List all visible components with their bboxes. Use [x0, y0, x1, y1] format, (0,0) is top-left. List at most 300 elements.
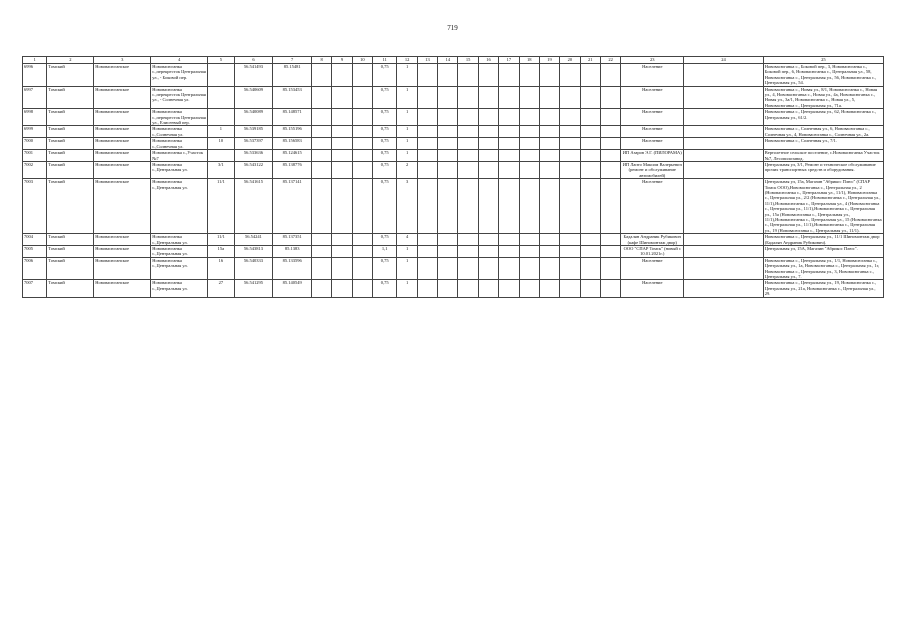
cell-empty [417, 86, 437, 109]
cell-address: Нововасюганка с.,перекресток Центральная ул., Елисеевый пер. [152, 109, 206, 126]
cell-empty [539, 234, 559, 246]
cell-empty [438, 126, 458, 138]
cell-empty [438, 86, 458, 109]
cell-region: Томский [47, 64, 94, 87]
cell-empty [519, 138, 539, 150]
column-header: 2 [47, 57, 94, 64]
cell-id: 7002 [23, 161, 47, 178]
table-row [23, 126, 884, 138]
cell-empty [312, 150, 332, 162]
cell-empty [600, 280, 620, 297]
cell-count: 1 [397, 150, 417, 162]
cell-empty [600, 138, 620, 150]
cell-served: Нововасюганка с., Центральная ул., 19, Нововасюганка с., Центральная ул., 21а, Нововасюганка с., Центральная ул., 29. [763, 280, 883, 297]
cell-empty [600, 234, 620, 246]
cell-lon: 85.1383 [273, 246, 312, 258]
cell-empty [352, 150, 372, 162]
cell-region: Томский [47, 246, 94, 258]
cell-count: 4 [397, 234, 417, 246]
cell-empty [519, 150, 539, 162]
cell-empty [478, 150, 498, 162]
table-row [23, 234, 884, 246]
cell-lat: 56.541493 [234, 64, 273, 87]
cell-empty [312, 126, 332, 138]
cell-empty [519, 179, 539, 234]
cell-empty [438, 109, 458, 126]
column-header: 23 [621, 57, 684, 64]
cell-empty [580, 280, 600, 297]
column-header: 5 [208, 57, 234, 64]
cell-empty [539, 109, 559, 126]
column-header: 22 [600, 57, 620, 64]
cell-empty [478, 109, 498, 126]
cell-empty [332, 179, 352, 234]
cell-area: 0,75 [373, 126, 397, 138]
cell-lon: 85.156583 [273, 138, 312, 150]
cell-served: Нововасюганка с., Солнечная ул., 7/1. [763, 138, 883, 150]
cell-empty [417, 246, 437, 258]
cell-owner: Население [621, 109, 684, 126]
cell-owner: Население [621, 138, 684, 150]
cell-id: 7000 [23, 138, 47, 150]
cell-id: 6999 [23, 126, 47, 138]
table-row [23, 64, 884, 87]
cell-address: Нововасюганка с.,Центральная ул. [151, 246, 208, 258]
cell-empty [499, 246, 519, 258]
cell-house [208, 109, 234, 126]
cell-address: Нововасюганка с.,Солнечная ул. [151, 138, 208, 150]
cell-region: Томский [47, 109, 94, 126]
cell-id: 6997 [23, 86, 47, 109]
cell-owner: Население [621, 126, 684, 138]
cell-empty [352, 64, 372, 87]
table-row [23, 246, 884, 258]
cell-lat: 56.541615 [234, 179, 273, 234]
cell-empty [417, 138, 437, 150]
cell-empty [312, 138, 332, 150]
cell-region: Томский [47, 86, 94, 109]
cell-empty [478, 126, 498, 138]
cell-empty [312, 179, 332, 234]
cell-empty [600, 257, 620, 280]
cell-address: Нововасюганка с.,Центральная ул. [151, 179, 208, 234]
registry-table [22, 56, 884, 298]
cell-empty [458, 86, 478, 109]
cell-empty [417, 126, 437, 138]
cell-settlement: Нововасюганское [94, 109, 151, 126]
cell-empty [539, 161, 559, 178]
cell-empty [499, 179, 519, 234]
column-header: 1 [23, 57, 47, 64]
column-header: 20 [560, 57, 580, 64]
cell-empty [332, 126, 352, 138]
cell-house: 11/1 [208, 179, 234, 234]
cell-empty [352, 138, 372, 150]
cell-empty [458, 234, 478, 246]
cell-address: Нововасюганка с.,Центральная ул. [151, 161, 208, 178]
cell-empty [684, 150, 763, 162]
column-header: 11 [373, 57, 397, 64]
cell-empty [539, 86, 559, 109]
cell-count: 1 [397, 138, 417, 150]
cell-count: 3 [397, 179, 417, 234]
cell-served: Нововасюганка с., Новая ул., 8/1, Нововасюганка с., Новая ул., 4, Нововасюганка с., Новая ул., 4а, Нововасюганка с., Новая ул., 3а/1, Нововасюганка с., Новая ул., 5, Нововасюганка с., Центральная ул., 71а. [763, 86, 883, 109]
cell-house: 16 [208, 257, 234, 280]
cell-count: 1 [397, 86, 417, 109]
cell-lon: 85.124615 [273, 150, 312, 162]
cell-address: Нововасюганка с.,перекресток Центральная ул., - Боковой пер. [151, 64, 208, 87]
cell-address: Нововасюганка с.,перекресток Центральная ул., - Солнечная ул. [151, 86, 208, 109]
table-row [23, 109, 884, 126]
cell-empty [580, 138, 600, 150]
cell-empty [539, 179, 559, 234]
table-row [23, 138, 884, 150]
cell-lat: 56.541295 [234, 280, 273, 297]
column-header: 16 [478, 57, 498, 64]
cell-empty [332, 161, 352, 178]
cell-lon: 85.133596 [273, 257, 312, 280]
cell-id: 7006 [23, 257, 47, 280]
cell-count: 1 [397, 257, 417, 280]
cell-settlement: Нововасюганское [94, 280, 151, 297]
cell-empty [560, 161, 580, 178]
cell-lat: 56.537397 [234, 138, 273, 150]
column-header: 24 [684, 57, 763, 64]
cell-empty [478, 179, 498, 234]
cell-empty [519, 161, 539, 178]
cell-count: 1 [397, 280, 417, 297]
cell-house [208, 150, 234, 162]
cell-empty [600, 126, 620, 138]
cell-owner: Население [621, 257, 684, 280]
cell-owner: Население [621, 64, 684, 87]
cell-empty [684, 138, 763, 150]
cell-empty [600, 179, 620, 234]
column-header: 10 [352, 57, 372, 64]
cell-house: 10 [208, 138, 234, 150]
cell-house [208, 86, 234, 109]
cell-empty [684, 257, 763, 280]
cell-house: 11/1 [208, 234, 234, 246]
cell-empty [519, 86, 539, 109]
cell-empty [438, 234, 458, 246]
cell-empty [312, 86, 332, 109]
cell-area: 0,75 [373, 257, 397, 280]
cell-empty [600, 246, 620, 258]
cell-region: Томский [47, 126, 94, 138]
cell-house: 3/1 [208, 161, 234, 178]
cell-empty [519, 280, 539, 297]
cell-empty [539, 150, 559, 162]
cell-empty [458, 64, 478, 87]
cell-address: Нововасюганка с.,Центральная ул. [151, 234, 208, 246]
cell-served: Нововасюганка с., Солнечная ул., 6, Нововасюганка с., Солнечная ул., 4, Нововасюганка с., Солнечная ул., 2а. [763, 126, 883, 138]
cell-empty [580, 86, 600, 109]
cell-empty [580, 179, 600, 234]
cell-empty [417, 234, 437, 246]
column-header: 13 [417, 57, 437, 64]
cell-empty [499, 257, 519, 280]
cell-area: 0,75 [373, 138, 397, 150]
cell-address: Нововасюганка с.,Солнечная ул. [151, 126, 208, 138]
cell-settlement: Нововасюганское [94, 138, 151, 150]
cell-house [208, 64, 234, 87]
cell-empty [458, 126, 478, 138]
cell-lat: 56.54241 [234, 234, 273, 246]
cell-lat: 56.543122 [234, 161, 273, 178]
cell-empty [684, 64, 763, 87]
cell-empty [684, 179, 763, 234]
column-header: 4 [151, 57, 208, 64]
cell-empty [438, 161, 458, 178]
cell-count: 1 [397, 126, 417, 138]
cell-id: 6998 [23, 109, 47, 126]
cell-empty [684, 86, 763, 109]
cell-empty [560, 138, 580, 150]
cell-served: Вертолетное сельское поселение, с.Нововасюганка Участок №7, Лесопилозавод. [763, 150, 883, 162]
cell-empty [539, 280, 559, 297]
column-header: 17 [499, 57, 519, 64]
cell-empty [560, 234, 580, 246]
cell-empty [417, 257, 437, 280]
cell-empty [417, 64, 437, 87]
cell-served: Нововасюганка с., Центральная ул., 62, Нововасюганка с., Центральная ул., 61/2. [763, 109, 883, 126]
cell-empty [580, 246, 600, 258]
cell-lat: 56.539185 [234, 126, 273, 138]
cell-empty [684, 126, 763, 138]
cell-region: Томский [47, 234, 94, 246]
cell-id: 7007 [23, 280, 47, 297]
cell-empty [519, 234, 539, 246]
column-header: 12 [397, 57, 417, 64]
header-row [23, 57, 884, 64]
cell-id: 7001 [23, 150, 47, 162]
cell-lon: 85.15481 [273, 64, 312, 87]
cell-area: 0,75 [373, 86, 397, 109]
cell-empty [580, 257, 600, 280]
cell-empty [600, 150, 620, 162]
cell-empty [352, 179, 372, 234]
cell-empty [458, 138, 478, 150]
cell-empty [312, 161, 332, 178]
cell-empty [312, 257, 332, 280]
cell-empty [332, 138, 352, 150]
cell-lon: 85.137141 [273, 179, 312, 234]
cell-empty [352, 257, 372, 280]
cell-empty [332, 64, 352, 87]
cell-settlement: Нововасюганское [94, 126, 151, 138]
cell-empty [352, 246, 372, 258]
cell-house: 1 [208, 126, 234, 138]
cell-owner: ООО "СПАР Томск" (новый с 10.01.2021г.) [621, 246, 684, 258]
cell-empty [352, 86, 372, 109]
cell-empty [312, 64, 332, 87]
cell-empty [478, 64, 498, 87]
cell-empty [560, 257, 580, 280]
cell-id: 7005 [23, 246, 47, 258]
cell-empty [438, 150, 458, 162]
cell-empty [600, 86, 620, 109]
cell-area: 0,75 [373, 234, 397, 246]
cell-empty [417, 161, 437, 178]
cell-empty [438, 257, 458, 280]
cell-empty [560, 126, 580, 138]
cell-empty [332, 150, 352, 162]
cell-empty [417, 179, 437, 234]
cell-served: Нововасюганка с., Боковой пер., 3, Нововасюганка с., Боковой пер., 6, Нововасюганка с., Центральная ул., 58, Нововасюганка с., Центральная ул., 56, Нововасюганка с., Центральная ул., 54. [763, 64, 883, 87]
cell-empty [332, 257, 352, 280]
cell-empty [684, 234, 763, 246]
cell-lon: 85.153453 [273, 86, 312, 109]
cell-empty [438, 138, 458, 150]
cell-empty [560, 246, 580, 258]
cell-house: 27 [208, 280, 234, 297]
cell-empty [519, 246, 539, 258]
cell-empty [560, 280, 580, 297]
cell-settlement: Нововасюганское [94, 179, 151, 234]
cell-empty [332, 109, 352, 126]
cell-lon: 85.140549 [273, 280, 312, 297]
column-header: 8 [312, 57, 332, 64]
cell-empty [580, 64, 600, 87]
cell-region: Томский [47, 179, 94, 234]
cell-region: Томский [47, 280, 94, 297]
column-header: 14 [438, 57, 458, 64]
cell-empty [684, 280, 763, 297]
column-header: 15 [458, 57, 478, 64]
cell-empty [417, 280, 437, 297]
cell-empty [417, 150, 437, 162]
table-row [23, 150, 884, 162]
cell-empty [478, 257, 498, 280]
cell-empty [458, 150, 478, 162]
cell-empty [560, 86, 580, 109]
cell-empty [600, 109, 620, 126]
cell-settlement: Нововасюганское [94, 234, 151, 246]
cell-lat: 56.533636 [234, 150, 273, 162]
cell-area: 0,75 [373, 109, 397, 126]
cell-owner: Население [621, 280, 684, 297]
cell-house: 15а [208, 246, 234, 258]
cell-served: Центральная ул, 15А, Магазин "Абрикос Плюс". [763, 246, 883, 258]
cell-empty [499, 109, 519, 126]
cell-empty [519, 64, 539, 87]
cell-empty [352, 280, 372, 297]
column-header: 7 [273, 57, 312, 64]
cell-empty [352, 234, 372, 246]
cell-id: 7004 [23, 234, 47, 246]
cell-empty [560, 150, 580, 162]
cell-empty [539, 126, 559, 138]
cell-empty [499, 86, 519, 109]
cell-owner: ИП Лапто Максим Валерьевич (ремонт и обслуживание автомобилей) [622, 161, 682, 178]
cell-empty [499, 126, 519, 138]
cell-count: 1 [397, 64, 417, 87]
cell-settlement: Нововасюганское [94, 150, 151, 162]
cell-area: 0,75 [373, 64, 397, 87]
cell-empty [458, 280, 478, 297]
page-number: 719 [447, 24, 458, 32]
cell-empty [312, 246, 332, 258]
cell-empty [499, 64, 519, 87]
cell-empty [499, 138, 519, 150]
cell-lat: 56.540609 [234, 86, 273, 109]
cell-count: 2 [397, 161, 417, 178]
cell-count: 1 [397, 109, 417, 126]
cell-empty [560, 109, 580, 126]
cell-region: Томский [47, 150, 94, 162]
cell-empty [600, 161, 620, 178]
table-row [23, 161, 884, 178]
cell-area: 0,75 [373, 150, 397, 162]
cell-empty [312, 280, 332, 297]
cell-count: 1 [397, 246, 417, 258]
cell-empty [539, 138, 559, 150]
cell-empty [438, 280, 458, 297]
cell-owner: ИП Азаров Э.Г. (ПИЛОРАМА) [621, 150, 684, 162]
cell-empty [539, 246, 559, 258]
cell-empty [438, 179, 458, 234]
cell-served: Центральная ул, 3/1, Ремонт и техническое обслуживание прочих транспортных средств и оборудования. [763, 161, 883, 178]
cell-empty [478, 280, 498, 297]
cell-id: 7003 [23, 179, 47, 234]
column-header: 25 [763, 57, 883, 64]
cell-settlement: Нововасюганское [94, 64, 151, 87]
table-row [23, 86, 884, 109]
cell-empty [560, 179, 580, 234]
cell-empty [519, 257, 539, 280]
column-header: 18 [519, 57, 539, 64]
cell-area: 0,75 [373, 280, 397, 297]
cell-address: Нововасюганка с.,Участок №7 [151, 150, 208, 162]
cell-settlement: Нововасюганское [94, 246, 151, 258]
cell-empty [458, 246, 478, 258]
cell-empty [352, 109, 372, 126]
cell-empty [312, 234, 332, 246]
cell-empty [580, 126, 600, 138]
cell-empty [499, 161, 519, 178]
cell-lat: 56.540333 [234, 257, 273, 280]
cell-owner: Население [621, 179, 684, 234]
cell-empty [580, 109, 600, 126]
cell-area: 0,75 [373, 179, 397, 234]
cell-settlement: Нововасюганское [94, 86, 151, 109]
cell-empty [478, 161, 498, 178]
cell-empty [438, 246, 458, 258]
column-header: 3 [94, 57, 151, 64]
cell-empty [600, 64, 620, 87]
cell-empty [580, 150, 600, 162]
column-header: 19 [539, 57, 559, 64]
cell-empty [478, 234, 498, 246]
cell-empty [352, 161, 372, 178]
cell-area: 1,1 [373, 246, 397, 258]
cell-settlement: Нововасюганское [94, 161, 151, 178]
cell-empty [560, 64, 580, 87]
column-header: 21 [580, 57, 600, 64]
cell-empty [580, 161, 600, 178]
cell-served: Нововасюганка с., Центральная ул., 11/1 Шиномонтаж двор (Бадалян Андраник Рубикович). [763, 234, 883, 246]
cell-settlement: Нововасюганское [94, 257, 151, 280]
cell-owner: Бадалян Андраник Рубикович (кафе Шиномонтаж двор) [621, 234, 684, 246]
cell-lon: 85.148571 [273, 109, 312, 126]
cell-empty [332, 246, 352, 258]
cell-area: 0,75 [373, 161, 397, 178]
cell-empty [332, 280, 352, 297]
cell-empty [458, 109, 478, 126]
cell-empty [478, 86, 498, 109]
column-header: 6 [234, 57, 273, 64]
